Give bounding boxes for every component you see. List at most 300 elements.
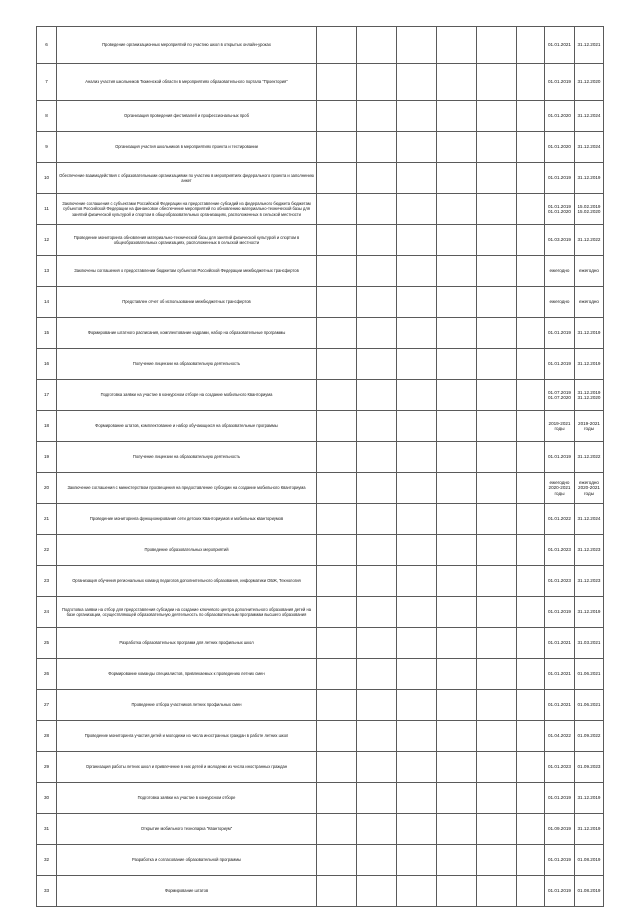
task-description-cell: Разработка образовательных программ для летних профильных школ [57, 628, 317, 659]
empty-cell [437, 27, 477, 64]
empty-cell [397, 752, 437, 783]
end-date-cell: 01.09.2022 [575, 721, 604, 752]
empty-cell [517, 442, 545, 473]
row-number-cell: 19 [37, 442, 57, 473]
empty-cell [397, 814, 437, 845]
empty-cell [437, 504, 477, 535]
empty-cell [357, 442, 397, 473]
empty-cell [477, 628, 517, 659]
empty-cell [437, 349, 477, 380]
empty-cell [317, 27, 357, 64]
row-number-cell: 13 [37, 256, 57, 287]
empty-cell [397, 442, 437, 473]
start-date-cell: 01.01.2019 [545, 318, 575, 349]
row-number-cell: 26 [37, 659, 57, 690]
empty-cell [517, 225, 545, 256]
empty-cell [477, 256, 517, 287]
empty-cell [517, 690, 545, 721]
table-row [37, 597, 604, 628]
empty-cell [397, 163, 437, 194]
empty-cell [437, 783, 477, 814]
row-number-cell: 25 [37, 628, 57, 659]
end-date-cell: 31.12.2019 [575, 597, 604, 628]
empty-cell [437, 597, 477, 628]
empty-cell [437, 318, 477, 349]
end-date-cell: 31.12.2019 [575, 163, 604, 194]
table-row [37, 845, 604, 876]
task-description-cell: Проведение образовательных мероприятий [57, 535, 317, 566]
table-row [37, 566, 604, 597]
empty-cell [437, 690, 477, 721]
empty-cell [317, 721, 357, 752]
table-row [37, 814, 604, 845]
task-description-cell: Организация работы летних школ и привлечение в них детей и молодежи из числа иностранных граждан [57, 752, 317, 783]
task-description-cell: Организация проведения фестивалей и профессиональных проб [57, 101, 317, 132]
empty-cell [397, 64, 437, 101]
empty-cell [437, 101, 477, 132]
row-number-cell: 17 [37, 380, 57, 411]
end-date-cell: 31.03.2021 [575, 628, 604, 659]
start-date-cell: 01.01.2019 [545, 163, 575, 194]
empty-cell [357, 845, 397, 876]
row-number-cell: 31 [37, 814, 57, 845]
task-description-cell: Заключение соглашения с министерством просвещения на предоставление субсидии на создание мобильного Кванториума [57, 473, 317, 504]
empty-cell [317, 194, 357, 225]
empty-cell [517, 194, 545, 225]
empty-cell [397, 411, 437, 442]
empty-cell [477, 504, 517, 535]
start-date-cell: 01.01.2019 [545, 845, 575, 876]
empty-cell [437, 752, 477, 783]
task-description-cell: Проведение организационных мероприятий по участию школ в открытых онлайн-уроках [57, 27, 317, 64]
start-date-cell: 01.01.2021 [545, 659, 575, 690]
start-date-cell: 01.01.2019 01.01.2020 [545, 194, 575, 225]
empty-cell [397, 349, 437, 380]
empty-cell [517, 504, 545, 535]
row-number-cell: 15 [37, 318, 57, 349]
empty-cell [397, 566, 437, 597]
table-row [37, 194, 604, 225]
table-row [37, 721, 604, 752]
empty-cell [437, 535, 477, 566]
task-description-cell: Разработка и согласование образовательной программы [57, 845, 317, 876]
task-description-cell: Формирование штатного расписания, комплектование кадрами, набор на образовательные программы [57, 318, 317, 349]
end-date-cell: 31.12.2023 [575, 566, 604, 597]
end-date-cell: 2019-2021 годы [575, 411, 604, 442]
table-row [37, 349, 604, 380]
empty-cell [437, 287, 477, 318]
start-date-cell: 01.03.2019 [545, 225, 575, 256]
empty-cell [477, 64, 517, 101]
row-number-cell: 22 [37, 535, 57, 566]
empty-cell [317, 504, 357, 535]
empty-cell [397, 132, 437, 163]
empty-cell [397, 504, 437, 535]
table-row [37, 256, 604, 287]
start-date-cell: 01.01.2022 [545, 504, 575, 535]
row-number-cell: 7 [37, 64, 57, 101]
row-number-cell: 32 [37, 845, 57, 876]
empty-cell [477, 535, 517, 566]
empty-cell [317, 659, 357, 690]
empty-cell [477, 473, 517, 504]
start-date-cell: 01.07.2019 01.07.2020 [545, 380, 575, 411]
empty-cell [517, 64, 545, 101]
empty-cell [397, 845, 437, 876]
empty-cell [477, 659, 517, 690]
empty-cell [517, 256, 545, 287]
start-date-cell: 01.01.2023 [545, 566, 575, 597]
empty-cell [477, 783, 517, 814]
empty-cell [517, 380, 545, 411]
empty-cell [517, 318, 545, 349]
empty-cell [517, 287, 545, 318]
row-number-cell: 6 [37, 27, 57, 64]
empty-cell [437, 380, 477, 411]
table-row [37, 287, 604, 318]
empty-cell [477, 442, 517, 473]
end-date-cell: 31.12.2019 31.12.2020 [575, 380, 604, 411]
end-date-cell: 31.12.2024 [575, 504, 604, 535]
task-description-cell: Подготовка заявки на отбор для предоставления субсидии на создание ключевого центра дополнительного образования детей на базе организации, осуществляющей образовательную деятельность по образовательным программам высшего образования [57, 597, 317, 628]
row-number-cell: 33 [37, 876, 57, 907]
empty-cell [397, 194, 437, 225]
task-description-cell: Проведение мониторинга обновления материально-технической базы для занятий физической культурой и спортом в общеобразовательных организациях, расположенных в сельской местности [57, 225, 317, 256]
row-number-cell: 24 [37, 597, 57, 628]
empty-cell [317, 101, 357, 132]
task-description-cell: Проведение мониторинга функционирования сети детских Кванториумов и мобильных кванториумов [57, 504, 317, 535]
empty-cell [437, 876, 477, 907]
task-description-cell: Формирование штатов, комплектование и набор обучающихся на образовательные программы [57, 411, 317, 442]
empty-cell [357, 287, 397, 318]
end-date-cell: ежегодно 2020-2021 годы [575, 473, 604, 504]
end-date-cell: ежегодно [575, 287, 604, 318]
empty-cell [517, 411, 545, 442]
end-date-cell: 31.12.2024 [575, 101, 604, 132]
empty-cell [317, 690, 357, 721]
row-number-cell: 30 [37, 783, 57, 814]
empty-cell [317, 225, 357, 256]
start-date-cell: ежегодно 2020-2021 годы [545, 473, 575, 504]
start-date-cell: 01.01.2019 [545, 597, 575, 628]
empty-cell [517, 721, 545, 752]
empty-cell [397, 101, 437, 132]
empty-cell [357, 380, 397, 411]
empty-cell [517, 27, 545, 64]
empty-cell [517, 349, 545, 380]
row-number-cell: 9 [37, 132, 57, 163]
row-number-cell: 11 [37, 194, 57, 225]
row-number-cell: 10 [37, 163, 57, 194]
empty-cell [357, 64, 397, 101]
empty-cell [317, 349, 357, 380]
end-date-cell: 01.08.2019 [575, 845, 604, 876]
task-description-cell: Проведение мониторинга участия детей и молодежи из числа иностранных граждан в работе летних школ [57, 721, 317, 752]
table-row [37, 163, 604, 194]
empty-cell [477, 101, 517, 132]
task-description-cell: Проведение отбора участников летних профильных смен [57, 690, 317, 721]
empty-cell [317, 752, 357, 783]
end-date-cell: 01.06.2021 [575, 690, 604, 721]
empty-cell [317, 597, 357, 628]
empty-cell [397, 256, 437, 287]
empty-cell [317, 876, 357, 907]
empty-cell [477, 814, 517, 845]
start-date-cell: 01.01.2020 [545, 132, 575, 163]
task-description-cell: Получение лицензии на образовательную деятельность [57, 349, 317, 380]
empty-cell [517, 535, 545, 566]
empty-cell [437, 845, 477, 876]
empty-cell [317, 814, 357, 845]
row-number-cell: 29 [37, 752, 57, 783]
table-row [37, 504, 604, 535]
empty-cell [517, 876, 545, 907]
table-row [37, 659, 604, 690]
table-row [37, 628, 604, 659]
empty-cell [397, 225, 437, 256]
empty-cell [357, 473, 397, 504]
table-row [37, 318, 604, 349]
empty-cell [477, 566, 517, 597]
empty-cell [397, 27, 437, 64]
end-date-cell: 01.09.2023 [575, 752, 604, 783]
end-date-cell: 31.12.2019 [575, 349, 604, 380]
empty-cell [397, 690, 437, 721]
table-row [37, 442, 604, 473]
empty-cell [437, 442, 477, 473]
table-row [37, 783, 604, 814]
task-description-cell: Организация обучения региональных команд педагогов дополнительного образования, информатики ОБЖ, Технология [57, 566, 317, 597]
empty-cell [477, 876, 517, 907]
empty-cell [477, 27, 517, 64]
end-date-cell: 31.12.2021 [575, 27, 604, 64]
empty-cell [517, 597, 545, 628]
empty-cell [477, 194, 517, 225]
empty-cell [517, 752, 545, 783]
empty-cell [437, 225, 477, 256]
empty-cell [317, 380, 357, 411]
empty-cell [477, 380, 517, 411]
empty-cell [437, 628, 477, 659]
empty-cell [517, 783, 545, 814]
empty-cell [517, 659, 545, 690]
start-date-cell: 01.01.2019 [545, 442, 575, 473]
empty-cell [517, 628, 545, 659]
empty-cell [477, 721, 517, 752]
empty-cell [437, 473, 477, 504]
task-description-cell: Подготовка заявки на участие в конкурсном отборе на создание мобильного Кванториума [57, 380, 317, 411]
empty-cell [477, 287, 517, 318]
row-number-cell: 14 [37, 287, 57, 318]
table-row [37, 380, 604, 411]
task-description-cell: Организация участия школьников в мероприятиях проекта и тестировании [57, 132, 317, 163]
empty-cell [357, 318, 397, 349]
empty-cell [397, 380, 437, 411]
empty-cell [317, 845, 357, 876]
end-date-cell: 31.12.2019 [575, 814, 604, 845]
empty-cell [357, 256, 397, 287]
empty-cell [357, 535, 397, 566]
row-number-cell: 20 [37, 473, 57, 504]
empty-cell [317, 535, 357, 566]
end-date-cell: 31.12.2024 [575, 132, 604, 163]
start-date-cell: 01.01.2020 [545, 101, 575, 132]
start-date-cell: ежегодно [545, 256, 575, 287]
start-date-cell: 01.09.2019 [545, 814, 575, 845]
empty-cell [517, 814, 545, 845]
start-date-cell: 01.01.2021 [545, 27, 575, 64]
end-date-cell: 31.12.2022 [575, 442, 604, 473]
table-row [37, 473, 604, 504]
end-date-cell: 15.02.2019 15.02.2020 [575, 194, 604, 225]
empty-cell [357, 628, 397, 659]
start-date-cell: 01.01.2023 [545, 535, 575, 566]
empty-cell [477, 411, 517, 442]
empty-cell [517, 132, 545, 163]
empty-cell [477, 132, 517, 163]
start-date-cell: 01.01.2019 [545, 349, 575, 380]
start-date-cell: 01.01.2019 [545, 783, 575, 814]
start-date-cell: 01.04.2022 [545, 721, 575, 752]
empty-cell [317, 64, 357, 101]
empty-cell [437, 194, 477, 225]
start-date-cell: 01.01.2021 [545, 628, 575, 659]
empty-cell [357, 163, 397, 194]
start-date-cell: 01.01.2021 [545, 690, 575, 721]
empty-cell [437, 132, 477, 163]
empty-cell [397, 659, 437, 690]
task-description-cell: Формирование команды специалистов, привлекаемых к проведению летних смен [57, 659, 317, 690]
empty-cell [437, 256, 477, 287]
task-description-cell: Получение лицензии на образовательную деятельность [57, 442, 317, 473]
empty-cell [517, 473, 545, 504]
empty-cell [357, 27, 397, 64]
start-date-cell: 01.01.2019 [545, 64, 575, 101]
empty-cell [317, 473, 357, 504]
empty-cell [437, 64, 477, 101]
row-number-cell: 23 [37, 566, 57, 597]
empty-cell [397, 721, 437, 752]
table-row [37, 132, 604, 163]
table-row [37, 225, 604, 256]
table-row [37, 411, 604, 442]
empty-cell [357, 349, 397, 380]
table-row [37, 752, 604, 783]
end-date-cell: 01.08.2019 [575, 876, 604, 907]
table-row [37, 690, 604, 721]
row-number-cell: 16 [37, 349, 57, 380]
empty-cell [517, 845, 545, 876]
empty-cell [357, 411, 397, 442]
empty-cell [357, 690, 397, 721]
task-description-cell: Анализ участия школьников Тюменской области в мероприятиях образовательного портала "Проектория" [57, 64, 317, 101]
task-description-cell: Заключение соглашения с субъектами Российской Федерации на предоставление субсидий из федерального бюджета бюджетам субъектов Российской Федерации на финансовое обеспечение мероприятий по обновлению материально-технической базы для занятий физической культурой и спортом в общеобразовательных организациях, расположенных в сельской местности [57, 194, 317, 225]
task-description-cell: Открытие мобильного технопарка "Кванториум" [57, 814, 317, 845]
empty-cell [357, 566, 397, 597]
plan-table [36, 26, 604, 907]
empty-cell [317, 256, 357, 287]
empty-cell [477, 845, 517, 876]
task-description-cell: Представлен отчет об использовании межбюджетных трансфертов [57, 287, 317, 318]
empty-cell [397, 876, 437, 907]
start-date-cell: 01.01.2019 [545, 876, 575, 907]
empty-cell [357, 814, 397, 845]
table-row [37, 535, 604, 566]
end-date-cell: 31.12.2023 [575, 535, 604, 566]
empty-cell [477, 318, 517, 349]
empty-cell [397, 535, 437, 566]
row-number-cell: 27 [37, 690, 57, 721]
empty-cell [477, 225, 517, 256]
end-date-cell: ежегодно [575, 256, 604, 287]
empty-cell [357, 876, 397, 907]
task-description-cell: Заключены соглашения о предоставлении бюджетам субъектов Российской Федерации межбюджетных трансфертов [57, 256, 317, 287]
empty-cell [357, 659, 397, 690]
table-body [37, 27, 604, 907]
task-description-cell: Обеспечение взаимодействия с образовательными организациями по участию в мероприятиях федерального проекта и заполнению анкет [57, 163, 317, 194]
end-date-cell: 31.12.2020 [575, 64, 604, 101]
row-number-cell: 28 [37, 721, 57, 752]
empty-cell [477, 752, 517, 783]
empty-cell [437, 814, 477, 845]
end-date-cell: 31.12.2022 [575, 225, 604, 256]
empty-cell [317, 318, 357, 349]
empty-cell [357, 132, 397, 163]
start-date-cell: 01.01.2023 [545, 752, 575, 783]
empty-cell [437, 721, 477, 752]
empty-cell [357, 194, 397, 225]
empty-cell [357, 752, 397, 783]
empty-cell [317, 132, 357, 163]
empty-cell [477, 690, 517, 721]
empty-cell [397, 287, 437, 318]
empty-cell [397, 783, 437, 814]
row-number-cell: 21 [37, 504, 57, 535]
start-date-cell: ежегодно [545, 287, 575, 318]
empty-cell [317, 566, 357, 597]
empty-cell [477, 163, 517, 194]
empty-cell [397, 597, 437, 628]
empty-cell [317, 783, 357, 814]
empty-cell [357, 225, 397, 256]
end-date-cell: 31.12.2019 [575, 783, 604, 814]
empty-cell [317, 442, 357, 473]
table-row [37, 101, 604, 132]
empty-cell [437, 566, 477, 597]
end-date-cell: 31.12.2019 [575, 318, 604, 349]
empty-cell [397, 473, 437, 504]
row-number-cell: 8 [37, 101, 57, 132]
row-number-cell: 12 [37, 225, 57, 256]
empty-cell [357, 504, 397, 535]
empty-cell [437, 411, 477, 442]
task-description-cell: Подготовка заявки на участие в конкурсном отборе [57, 783, 317, 814]
empty-cell [317, 287, 357, 318]
empty-cell [317, 163, 357, 194]
empty-cell [317, 628, 357, 659]
empty-cell [357, 783, 397, 814]
empty-cell [437, 163, 477, 194]
empty-cell [357, 597, 397, 628]
task-description-cell: Формирование штатов [57, 876, 317, 907]
empty-cell [317, 411, 357, 442]
empty-cell [517, 101, 545, 132]
empty-cell [357, 101, 397, 132]
empty-cell [517, 163, 545, 194]
empty-cell [397, 628, 437, 659]
empty-cell [517, 566, 545, 597]
empty-cell [437, 659, 477, 690]
